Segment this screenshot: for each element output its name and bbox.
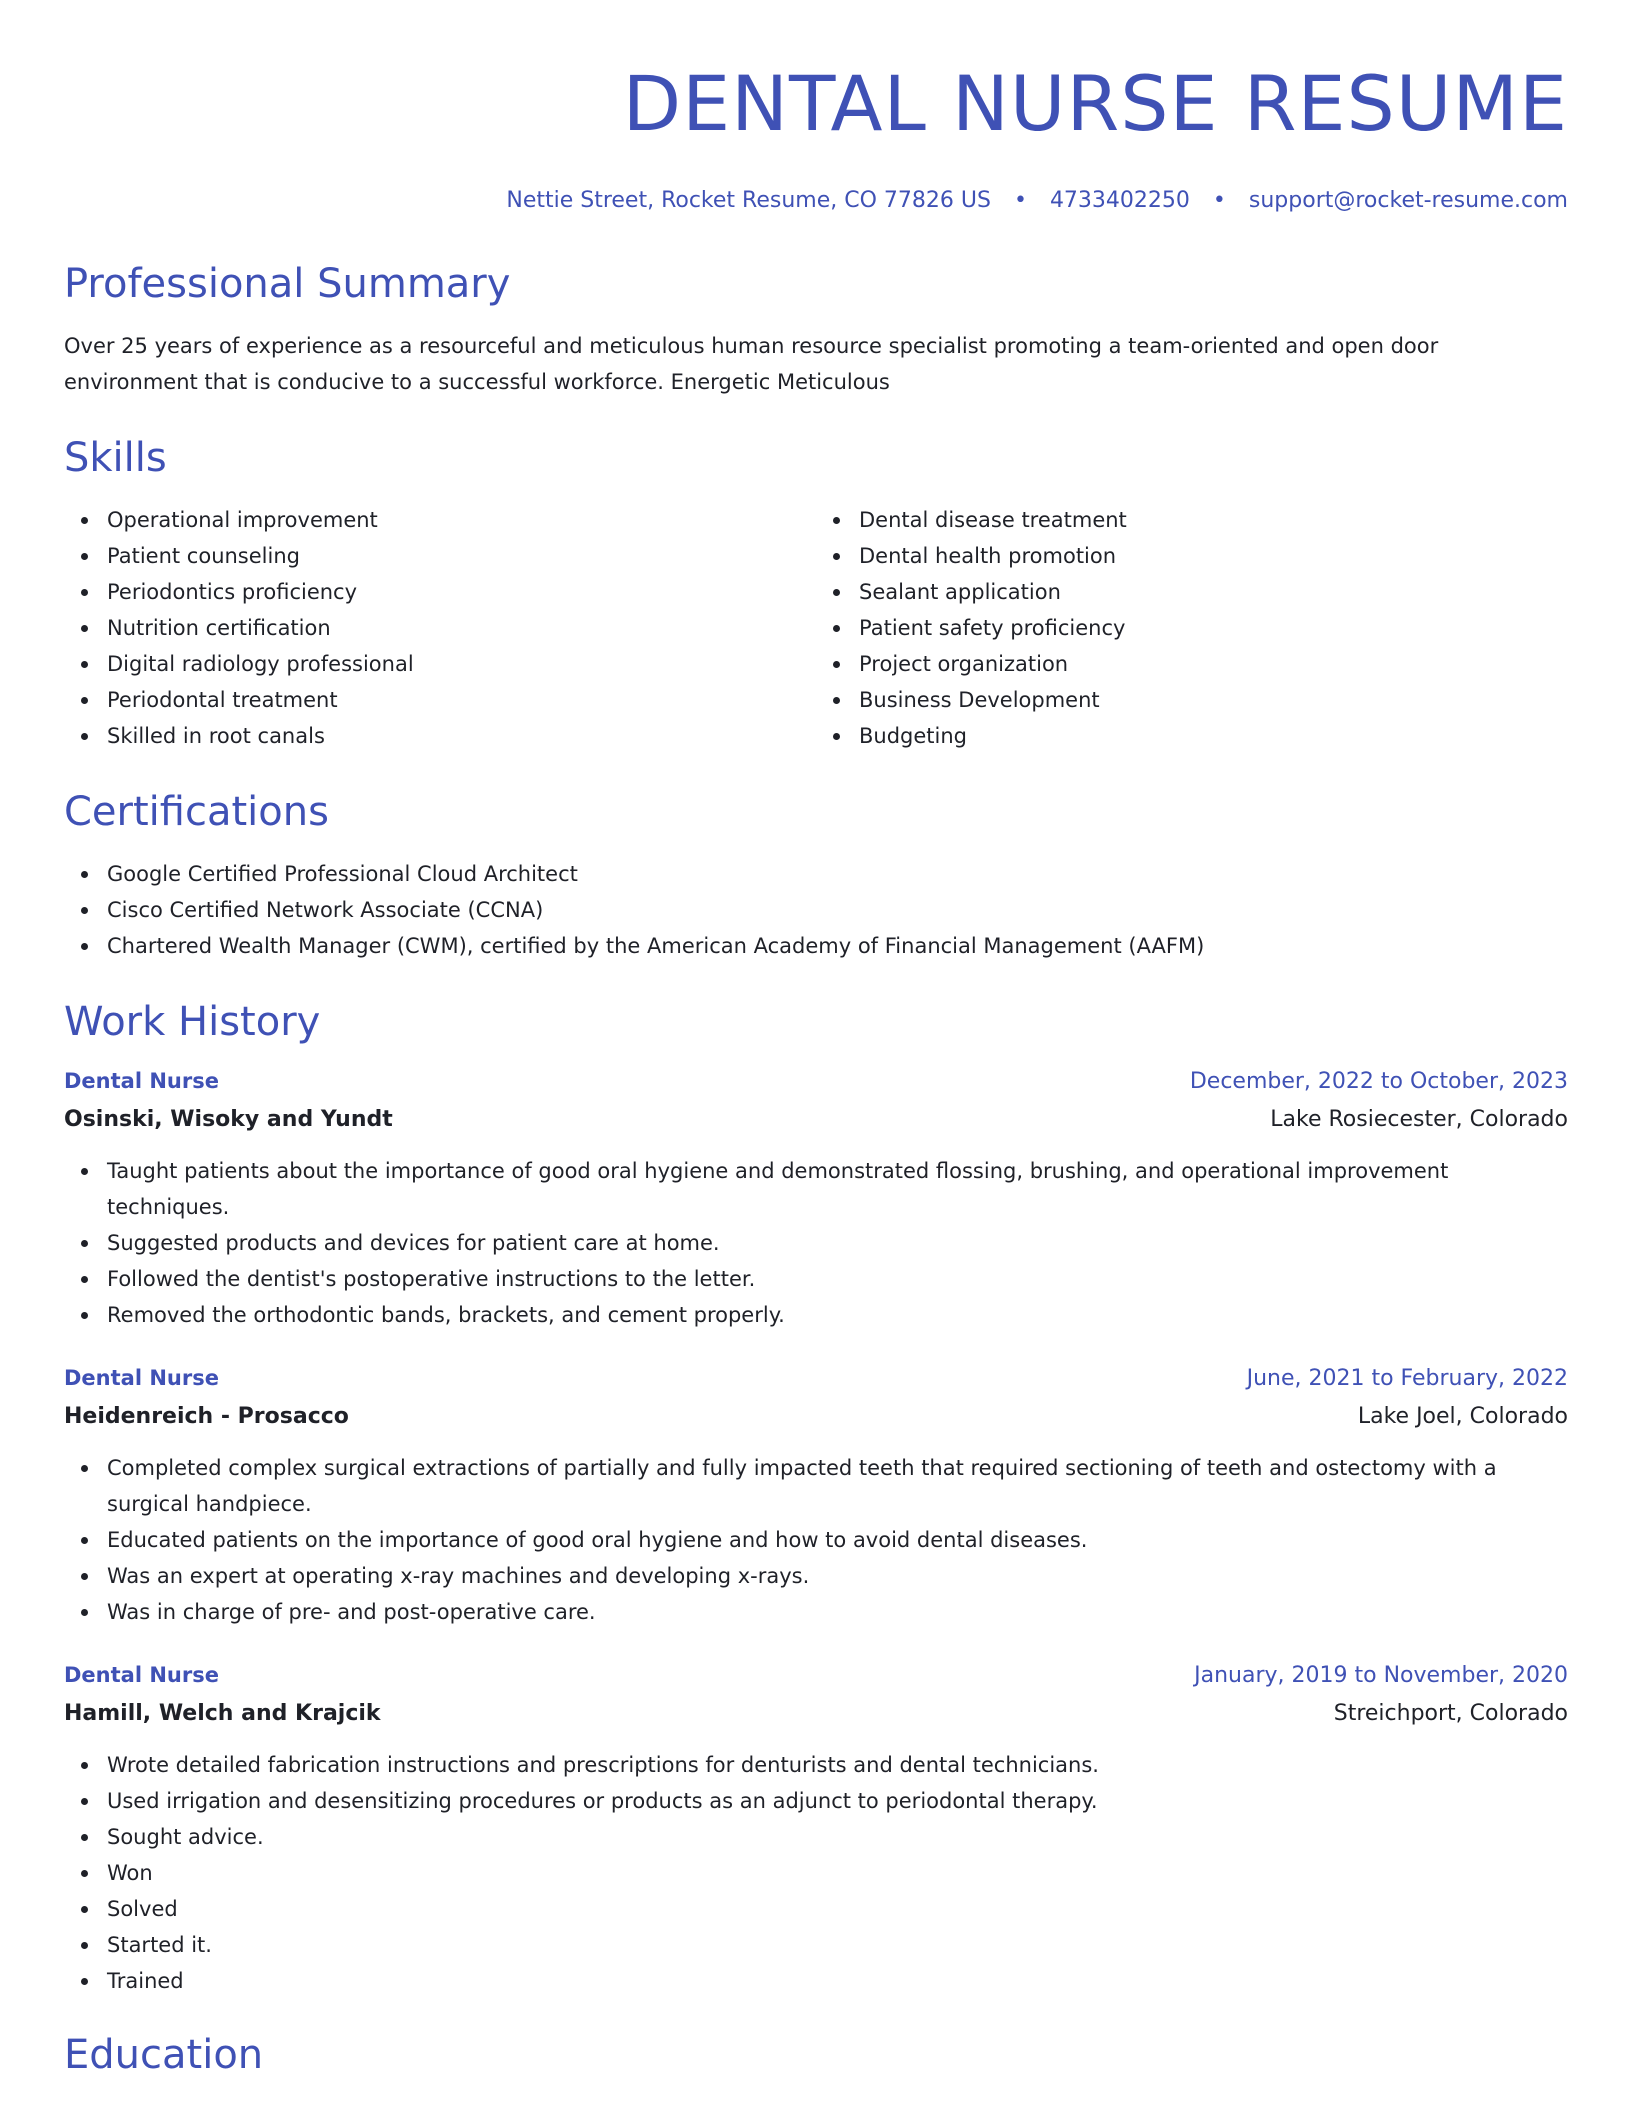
certifications-list xyxy=(64,856,1568,964)
job-entry xyxy=(64,1062,1568,1333)
skill-item: Dental disease treatment xyxy=(816,502,1568,538)
job-bullet: Followed the dentist's postoperative instructions to the letter. xyxy=(64,1261,1568,1297)
job-title: Dental Nurse xyxy=(64,1663,219,1687)
skill-item: Operational improvement xyxy=(64,502,816,538)
job-company: Heidenreich - Prosacco xyxy=(64,1404,349,1429)
skill-item: Business Development xyxy=(816,682,1568,718)
job-bullet: Sought advice. xyxy=(64,1819,1568,1855)
certification-item: Google Certified Professional Cloud Architect xyxy=(64,856,1568,892)
job-location: Streichport, Colorado xyxy=(1333,1701,1568,1726)
certification-item: Chartered Wealth Manager (CWM), certified by the American Academy of Financial Management (AAFM) xyxy=(64,928,1568,964)
contact-phone: 4733402250 xyxy=(1049,188,1190,213)
skill-item: Skilled in root canals xyxy=(64,718,816,754)
job-location: Lake Rosiecester, Colorado xyxy=(1270,1107,1568,1132)
skill-item: Digital radiology professional xyxy=(64,646,816,682)
job-bullet: Wrote detailed fabrication instructions and prescriptions for denturists and dental technicians. xyxy=(64,1747,1568,1783)
job-bullet: Used irrigation and desensitizing procedures or products as an adjunct to periodontal therapy. xyxy=(64,1783,1568,1819)
skills-heading: Skills xyxy=(64,435,167,481)
skills-list-right xyxy=(816,502,1568,754)
job-bullet: Removed the orthodontic bands, brackets, and cement properly. xyxy=(64,1297,1568,1333)
job-bullets xyxy=(64,1450,1568,1630)
summary-section xyxy=(64,261,1568,400)
education-heading: Education xyxy=(64,2032,264,2078)
job-company: Osinski, Wisoky and Yundt xyxy=(64,1107,393,1132)
job-dates: January, 2019 to November, 2020 xyxy=(1194,1663,1568,1688)
contact-line xyxy=(64,190,1568,212)
certification-item: Cisco Certified Network Associate (CCNA) xyxy=(64,892,1568,928)
skill-item: Dental health promotion xyxy=(816,538,1568,574)
job-dates: December, 2022 to October, 2023 xyxy=(1189,1069,1568,1094)
job-bullet: Taught patients about the importance of good oral hygiene and demonstrated flossing, brushing, and operational improvement techniques. xyxy=(64,1153,1568,1225)
skills-section xyxy=(64,435,1568,754)
job-entry xyxy=(64,1656,1568,1999)
job-entry xyxy=(64,1359,1568,1630)
contact-separator: • xyxy=(1212,188,1226,213)
contact-separator: • xyxy=(1013,188,1027,213)
certifications-heading: Certifications xyxy=(64,789,329,835)
work-history-heading: Work History xyxy=(64,999,321,1045)
job-title: Dental Nurse xyxy=(64,1069,219,1093)
skill-item: Sealant application xyxy=(816,574,1568,610)
summary-heading: Professional Summary xyxy=(64,261,511,307)
job-bullets xyxy=(64,1153,1568,1333)
job-bullets xyxy=(64,1747,1568,1999)
job-location: Lake Joel, Colorado xyxy=(1357,1404,1568,1429)
job-bullet: Started it. xyxy=(64,1927,1568,1963)
skills-list-left xyxy=(64,502,816,754)
skill-item: Project organization xyxy=(816,646,1568,682)
job-bullet: Won xyxy=(64,1855,1568,1891)
job-bullet: Trained xyxy=(64,1963,1568,1999)
skill-item: Nutrition certification xyxy=(64,610,816,646)
skill-item: Periodontics proficiency xyxy=(64,574,816,610)
job-bullet: Completed complex surgical extractions of partially and fully impacted teeth that required sectioning of teeth and ostectomy with a surgical handpiece. xyxy=(64,1450,1568,1522)
skill-item: Periodontal treatment xyxy=(64,682,816,718)
job-bullet: Suggested products and devices for patient care at home. xyxy=(64,1225,1568,1261)
job-title: Dental Nurse xyxy=(64,1366,219,1390)
job-bullet: Was an expert at operating x-ray machines and developing x-rays. xyxy=(64,1558,1568,1594)
work-history-section xyxy=(64,999,1568,1999)
skill-item: Budgeting xyxy=(816,718,1568,754)
contact-address: Nettie Street, Rocket Resume, CO 77826 US xyxy=(506,188,991,213)
summary-text: Over 25 years of experience as a resourceful and meticulous human resource specialist promoting a team-oriented and open door environment that is conducive to a successful workforce. Energetic Meticulous xyxy=(64,334,1439,394)
job-bullet: Solved xyxy=(64,1891,1568,1927)
education-section xyxy=(64,2032,1568,2078)
contact-email[interactable]: support@rocket-resume.com xyxy=(1248,188,1568,213)
job-dates: June, 2021 to February, 2022 xyxy=(1246,1366,1568,1391)
resume-title: DENTAL NURSE RESUME xyxy=(622,59,1568,148)
job-bullet: Educated patients on the importance of good oral hygiene and how to avoid dental diseases. xyxy=(64,1522,1568,1558)
job-company: Hamill, Welch and Krajcik xyxy=(64,1701,381,1726)
skill-item: Patient safety proficiency xyxy=(816,610,1568,646)
job-bullet: Was in charge of pre- and post-operative care. xyxy=(64,1594,1568,1630)
certifications-section xyxy=(64,789,1568,964)
skill-item: Patient counseling xyxy=(64,538,816,574)
